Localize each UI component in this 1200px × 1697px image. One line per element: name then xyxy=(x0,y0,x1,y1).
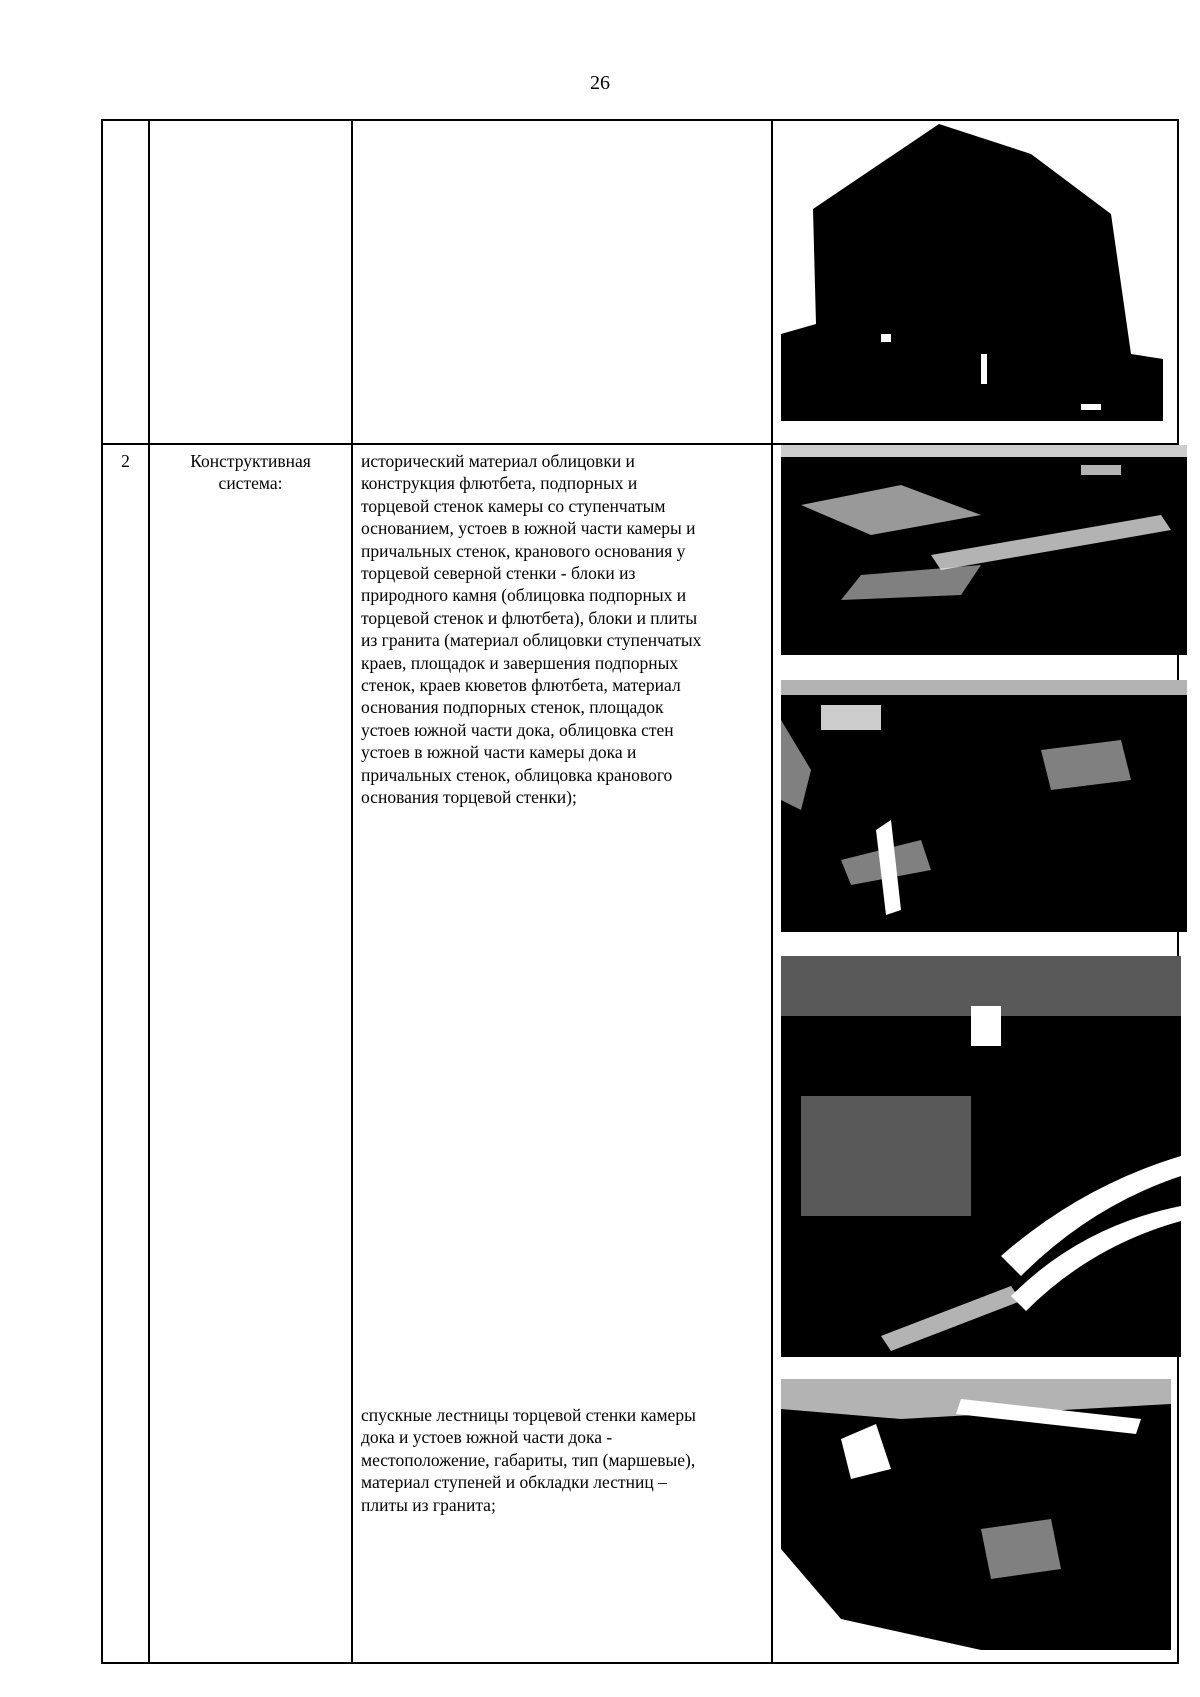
column-divider xyxy=(351,121,353,1662)
column-divider xyxy=(771,121,773,1662)
dock-photo-1 xyxy=(781,445,1187,655)
stairs-photo xyxy=(781,1379,1171,1650)
dock-photo-3 xyxy=(781,956,1181,1357)
row-name: Конструктивная система: xyxy=(190,451,311,494)
dock-photo-2 xyxy=(781,680,1187,932)
building-photo xyxy=(781,124,1163,421)
column-divider xyxy=(148,121,150,1662)
row-description: исторический материал облицовки и конструкция флютбета, подпорных и торцевой стенок камеры со ступенчатым основанием, устоев в южной части камеры и причальных стенок, кранового основания у торцевой северной стенки - блоки из природного камня (облицовка подпорных и торцевой стенок и флютбета), блоки и плиты из гранита (материал облицовки ступенчатых краев, площадок и завершения подпорных стенок, краев кюветов флютбета, материал основания подпорных стенок, площадок устоев южной части дока, облицовка стен устоев в южной части камеры дока и причальных стенок, облицовка кранового основания торцевой стенки); xyxy=(361,451,702,808)
row-description-stairs: спускные лестницы торцевой стенки камеры дока и устоев южной части дока - местоположение, габариты, тип (маршевые), материал ступеней и обкладки лестниц – плиты из гранита; xyxy=(361,1405,696,1515)
row-number: 2 xyxy=(121,451,130,471)
page-number: 26 xyxy=(590,72,610,94)
